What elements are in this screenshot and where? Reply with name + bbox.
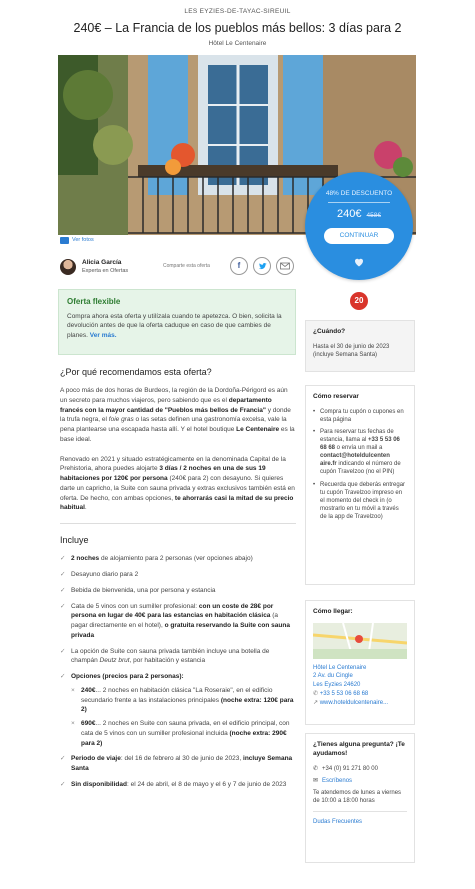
- share-icons: [230, 257, 294, 275]
- continue-button[interactable]: CONTINUAR: [324, 228, 394, 244]
- hotel-phone[interactable]: ✆ +33 5 53 06 68 68: [313, 690, 369, 697]
- phone-icon: ✆: [313, 690, 319, 697]
- faq-link[interactable]: Dudas Frecuentes: [313, 818, 363, 825]
- how-to-get-there-title: Cómo llegar:: [313, 608, 353, 615]
- hotel-name: Hôtel Le Centenaire: [208, 39, 267, 47]
- see-more-link[interactable]: Ver más.: [89, 331, 117, 339]
- list-item: × 240€... 2 noches en habitación clásica "La Roseraie", en el edificio secundario frente a las instalaciones principales (noche extra: 120€ para 2): [71, 686, 296, 715]
- options-list: [71, 686, 296, 749]
- help-divider: [313, 811, 407, 812]
- how-to-book-list: [313, 408, 407, 521]
- main-content: [60, 366, 296, 796]
- map-icon: [313, 623, 407, 659]
- help-phone[interactable]: ✆ +34 (0) 91 271 80 00: [313, 765, 378, 772]
- list-item: ✓ Cata de 5 vinos con un sumiller profesional: con un coste de 28€ por persona en lugar de 40€ para las estancias en habitación clásica (a pagar directamente en el hotel), o gratuita reservando la Suite con sauna privada: [60, 602, 296, 641]
- hotel-street: 2 Av. du Cingle: [313, 673, 353, 680]
- list-item: • Para reservar tus fechas de estancia, llama al +33 5 53 06 68 68 o envía un mail a contact@hoteldulcenten aire.fr indicando el número de cupón Travelzoo (no el PIN): [313, 428, 407, 477]
- flexible-offer-box: [58, 289, 296, 355]
- share-label: Comparte esta oferta: [163, 263, 210, 269]
- avatar: [60, 259, 76, 275]
- hotel-website[interactable]: ↗ www.hoteldulcentenaire...: [313, 699, 389, 706]
- old-price: 458€: [366, 212, 381, 220]
- promo-circle: [305, 172, 413, 280]
- includes-list: [60, 554, 296, 789]
- flexible-offer-title: Oferta flexible: [67, 297, 121, 306]
- travelzoo-top20-badge: 20: [350, 292, 368, 310]
- help-write[interactable]: ✉ Escríbenos: [313, 777, 353, 784]
- facebook-icon[interactable]: f: [230, 257, 248, 275]
- hotel-address: [313, 664, 407, 707]
- map-thumbnail[interactable]: [313, 623, 407, 659]
- heart-icon[interactable]: [353, 256, 365, 268]
- why-paragraph-1: A poco más de dos horas de Burdeos, la región de la Dordoña-Périgord es aún un secreto para muchos viajeros, pero sabiendo que es el departamento francés con la mayor cantidad de "Pueblos más bellos de Francia" y donde la trufa negra, el foie gras o las setas definen una gastronomía excelsa, vale la pena plantearse una escapada hasta allí. Y el hotel boutique Le Centenaire es la base ideal.: [60, 387, 295, 443]
- external-link-icon: ↗: [313, 699, 319, 706]
- flexible-offer-body: Compra ahora esta oferta y utilízala cuando te apetezca. O bien, solicita la devolución antes de que la oferta caduque en caso de que cambies de planes.: [67, 312, 282, 339]
- author-name: Alicia García: [82, 258, 122, 266]
- list-item: ✓ 2 noches de alojamiento para 2 personas (ver opciones abajo): [60, 554, 296, 564]
- list-item: × 690€... 2 noches en Suite con sauna privada, en el edificio principal, con cata de 5 vinos con un sumiller profesional incluida (noche extra: 290€ para 2): [71, 719, 296, 748]
- when-text: Hasta el 30 de junio de 2023 (incluye Semana Santa): [313, 343, 390, 358]
- section-divider: [60, 523, 296, 524]
- how-to-book-box: [305, 385, 415, 585]
- camera-icon: [60, 237, 69, 244]
- view-photos-link[interactable]: [60, 237, 94, 244]
- list-item: ✓ Sin disponibilidad: el 24 de abril, el 8 de mayo y el 6 y 7 de junio de 2023: [60, 780, 296, 790]
- flexible-offer-text: [67, 312, 287, 340]
- discount-label: 48% DE DESCUENTO: [325, 190, 393, 197]
- booking-email-link[interactable]: contact@hoteldulcenten aire.fr: [320, 453, 390, 468]
- author-info: [82, 259, 128, 275]
- hotel-city: Les Eyzies 24620: [313, 682, 361, 689]
- list-item: ✓ Opciones (precios para 2 personas): × 240€... 2 noches en habitación clásica "La Roseraie", en el edificio secundario frente a las instalaciones principales (noche extra: 120€ para 2) × 690€... 2 noches en Suite con sauna privada, en el edificio principal, con cata de 5 vinos con un sumiller profesional incluida (noche extra: 290€ para 2): [60, 672, 296, 748]
- how-to-get-there-box: [305, 600, 415, 725]
- email-icon[interactable]: [276, 257, 294, 275]
- when-title: ¿Cuándo?: [313, 328, 346, 335]
- how-to-book-title: Cómo reservar: [313, 393, 359, 400]
- list-item: ✓ Bebida de bienvenida, una por persona y estancia: [60, 586, 296, 596]
- list-item: ✓ Desayuno diario para 2: [60, 570, 296, 580]
- includes-title: Incluye: [60, 535, 89, 546]
- help-hours: Te atendemos de lunes a viernes de 10:00 a 18:00 horas: [313, 789, 402, 804]
- phone-icon: ✆: [313, 765, 319, 772]
- view-photos-label: Ver fotos: [72, 237, 94, 243]
- location-label: LES EYZIES-DE-TAYAC-SIREUIL: [184, 8, 291, 15]
- price-display: [305, 207, 413, 222]
- page-header: [0, 0, 475, 48]
- when-box: [305, 320, 415, 372]
- hotel-name-link[interactable]: Hôtel Le Centenaire: [313, 664, 367, 671]
- promo-divider: [328, 202, 390, 203]
- help-box: [305, 733, 415, 863]
- current-price: 240€: [336, 208, 362, 221]
- twitter-icon[interactable]: [253, 257, 271, 275]
- list-item: ✓ Periodo de viaje: del 16 de febrero al 30 de junio de 2023, incluye Semana Santa: [60, 754, 296, 774]
- list-item: • Compra tu cupón o cupones en esta página: [313, 408, 407, 424]
- mail-icon: ✉: [313, 777, 319, 784]
- page-title: 240€ – La Francia de los pueblos más bellos: 3 días para 2: [73, 20, 402, 35]
- help-title: ¿Tienes alguna pregunta? ¡Te ayudamos!: [313, 741, 405, 757]
- list-item: • Recuerda que deberás entregar tu cupón Travelzoo impreso en el momento del check in (o mostrarlo en tu móvil a través de la app de Travelzoo): [313, 481, 407, 521]
- author-role: Experta en Ofertas: [82, 267, 129, 274]
- author-bar: [60, 256, 296, 278]
- why-paragraph-2: Renovado en 2021 y situado estratégicamente en la denominada Capital de la Prehistoria, ahora puedes alojarte 3 días / 2 noches en una de sus 19 habitaciones por 120€ por persona (240€ para 2) con desayuno. Si quieres darte un capricho, la Suite con sauna privada y extras exclusivos también está en oferta. De hecho, con ambas opciones, te ahorrarás casi la mitad de su precio habitual.: [60, 455, 295, 512]
- list-item: ✓ La opción de Suite con sauna privada también incluye una botella de champán Deutz brut, por habitación y estancia: [60, 647, 296, 667]
- why-title: ¿Por qué recomendamos esta oferta?: [60, 367, 212, 377]
